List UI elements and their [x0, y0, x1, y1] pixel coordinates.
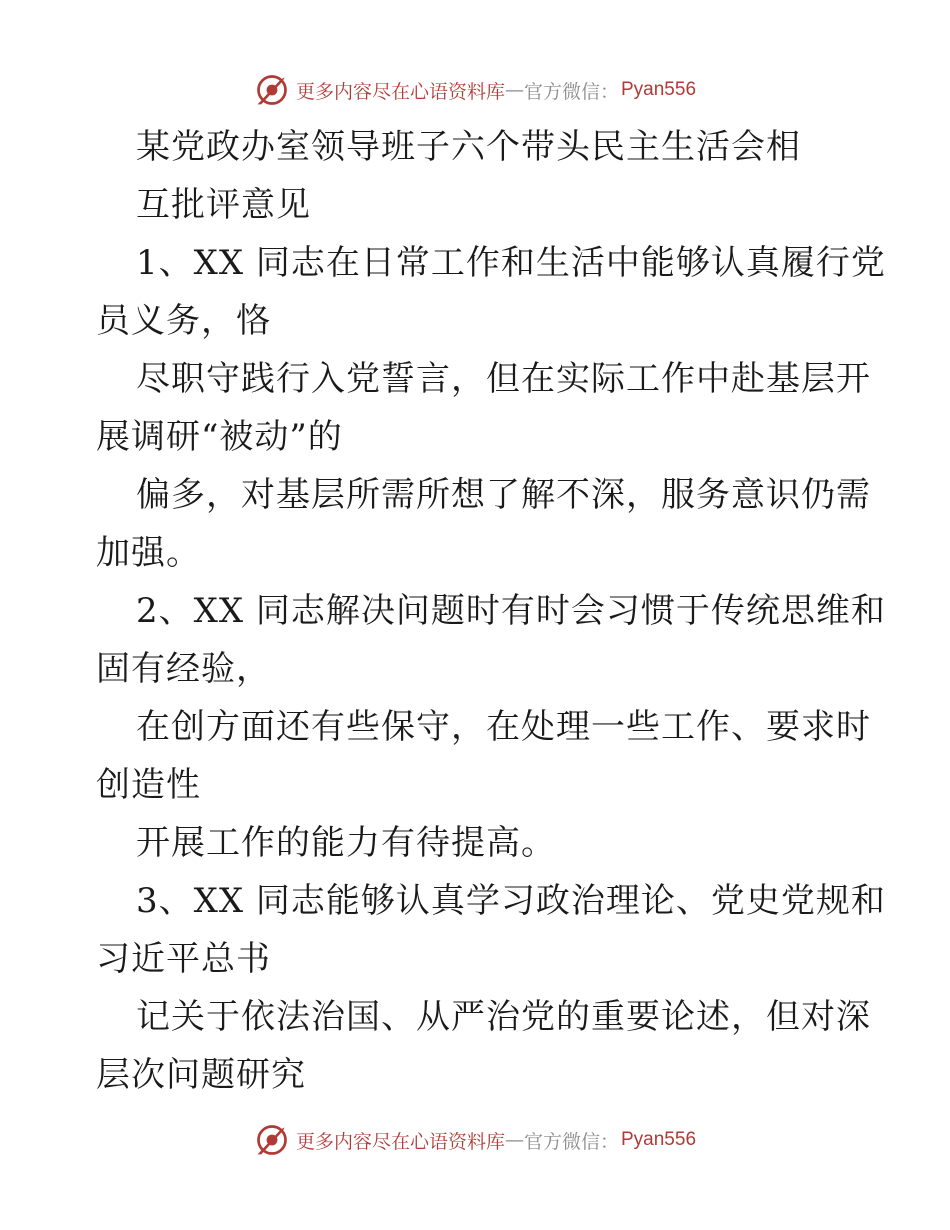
paragraph-line: 开展工作的能力有待提高。	[136, 823, 556, 863]
paragraph-line: 加强。	[96, 533, 201, 573]
wechat-label: 官方微信：	[523, 1130, 619, 1153]
separator: —	[504, 1129, 524, 1151]
paragraph-line: 在创方面还有些保守，在处理一些工作、要求时	[136, 707, 871, 747]
paragraph-line: 3、XX 同志能够认真学习政治理论、党史党规和	[136, 881, 886, 921]
paragraph-line: 偏多，对基层所需所想了解不深，服务意识仍需	[136, 475, 871, 515]
paragraph-line: 创造性	[96, 765, 201, 805]
paragraph-line: 2、XX 同志解决问题时有时会习惯于传统思维和	[136, 591, 886, 631]
header-watermark	[0, 70, 950, 110]
paragraph-line: 固有经验，	[96, 649, 271, 689]
paragraph-line: 尽职守践行入党誓言，但在实际工作中赴基层开	[136, 359, 871, 399]
brand-text: 更多内容尽在心语资料库	[295, 80, 505, 103]
quill-logo-icon	[254, 72, 290, 108]
footer-watermark	[0, 1120, 950, 1160]
paragraph-line: 1、XX 同志在日常工作和生活中能够认真履行党	[136, 243, 886, 283]
wechat-label: 官方微信：	[523, 80, 619, 103]
quill-logo-icon	[254, 1122, 290, 1158]
paragraph-line: 展调研“被动”的	[96, 417, 343, 457]
wechat-id: Pyan556	[621, 79, 697, 100]
document-title-line: 某党政办室领导班子六个带头民主生活会相	[136, 127, 801, 167]
wechat-id: Pyan556	[621, 1129, 697, 1150]
paragraph-line: 记关于依法治国、从严治党的重要论述，但对深	[136, 997, 871, 1037]
document-body	[96, 118, 886, 1104]
paragraph-line: 习近平总书	[96, 939, 271, 979]
paragraph-line: 员义务，恪	[96, 301, 271, 341]
separator: —	[504, 79, 524, 101]
document-title-line: 互批评意见	[136, 185, 311, 225]
paragraph-line: 层次问题研究	[96, 1055, 306, 1095]
brand-text: 更多内容尽在心语资料库	[295, 1130, 505, 1153]
